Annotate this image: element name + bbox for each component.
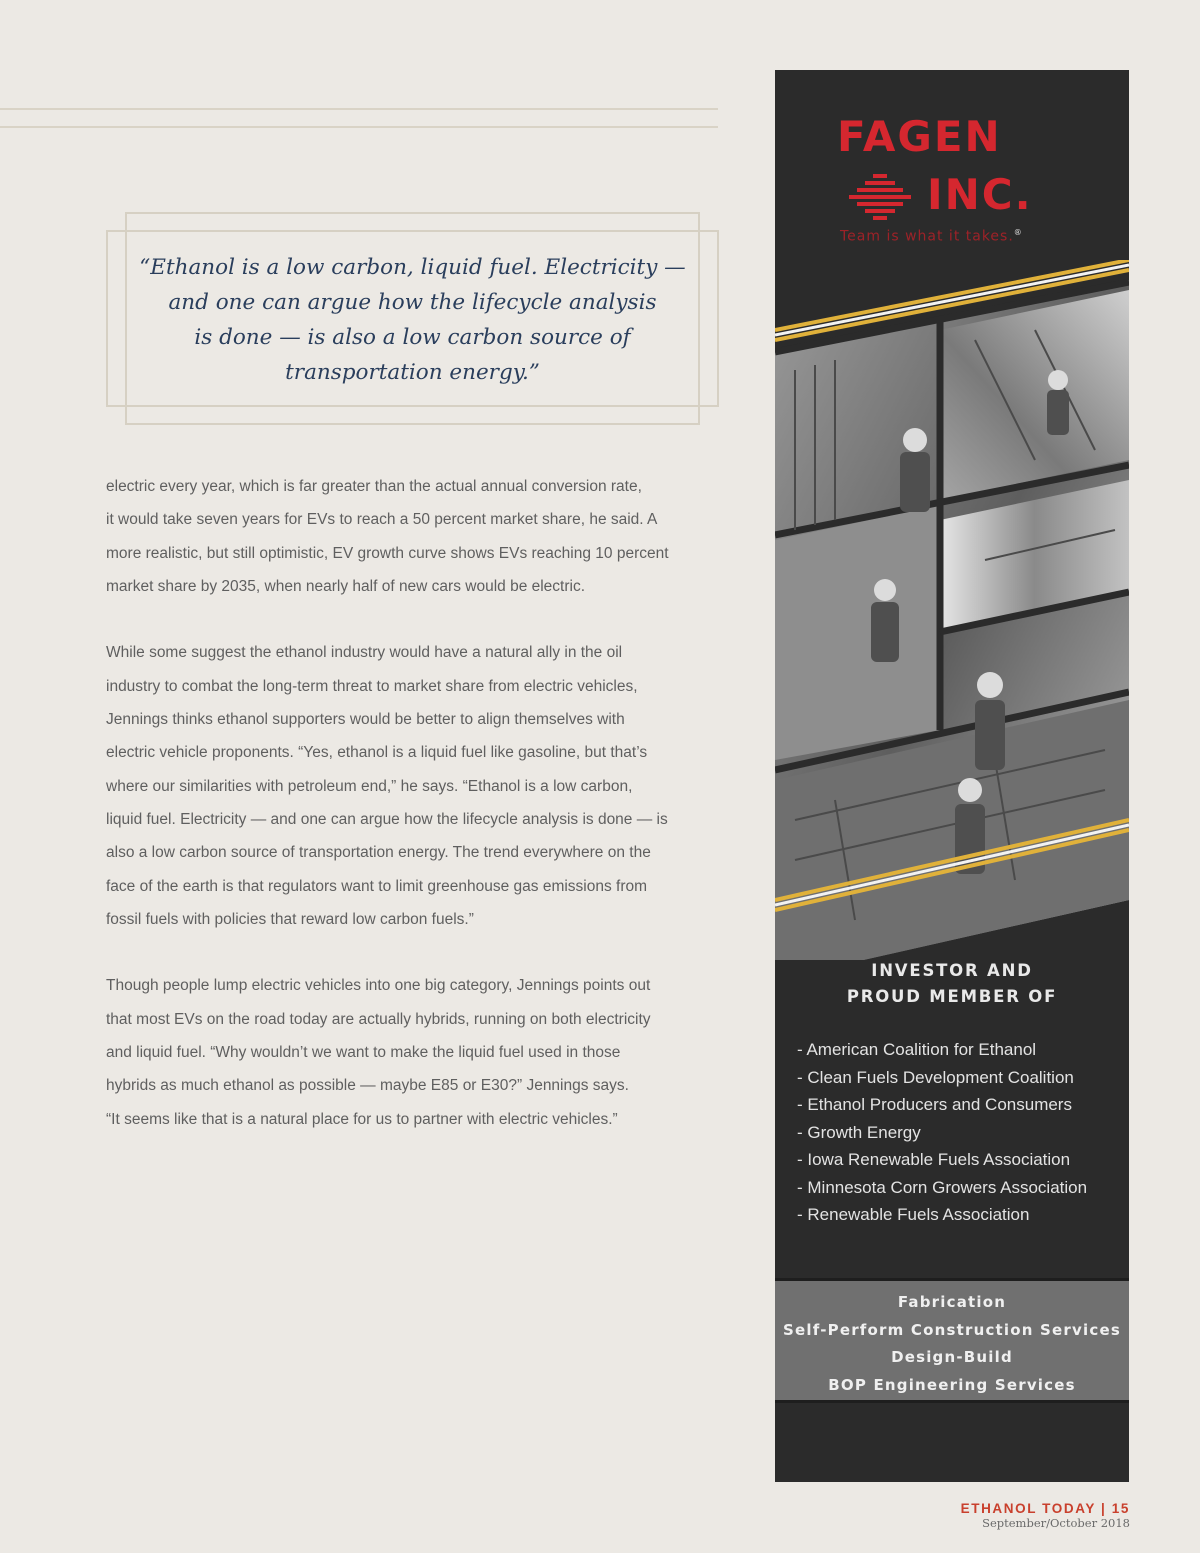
text-line: also a low carbon source of transportation energy. The trend everywhere on the (106, 844, 651, 862)
article-body (106, 470, 726, 1169)
text-line: electric vehicle proponents. “Yes, ethanol is a liquid fuel like gasoline, but that’s (106, 744, 648, 762)
service-item: Fabrication (897, 1293, 1007, 1311)
ad-heading-line: INVESTOR AND (871, 961, 1033, 980)
text-line: that most EVs on the road today are actually hybrids, running on both electricity (106, 1010, 651, 1028)
list-item: - Minnesota Corn Growers Association (797, 1177, 1088, 1197)
top-rule (0, 126, 718, 128)
text-line: and liquid fuel. “Why wouldn’t we want to make the liquid fuel used in those (106, 1044, 621, 1062)
membership-list (797, 1036, 1087, 1229)
logo-wordmark: FAGEN (837, 112, 1002, 161)
construction-photo-collage (775, 260, 1129, 960)
service-item: Design-Build (891, 1348, 1013, 1366)
pull-quote-line: “Ethanol is a low carbon, liquid fuel. Electricity — (139, 255, 686, 280)
pull-quote-line: transportation energy.” (285, 360, 540, 385)
text-line: hybrids as much ethanol as possible — maybe E85 or E30?” Jennings says. (106, 1077, 629, 1095)
ad-tagline: Team is what it takes.® (840, 228, 1023, 245)
text-line: fossil fuels with policies that reward low carbon fuels.” (106, 910, 474, 928)
pull-quote-line: is done — is also a low carbon source of (194, 325, 631, 350)
service-item: Self-Perform Construction Services (783, 1320, 1121, 1339)
list-item: - Clean Fuels Development Coalition (797, 1067, 1074, 1087)
text-line: While some suggest the ethanol industry would have a natural ally in the oil (106, 644, 623, 662)
magazine-folio: ETHANOL TODAY | 15 (960, 1501, 1130, 1516)
text-line: it would take seven years for EVs to reach a 50 percent market share, he said. A (106, 511, 658, 529)
fagen-logo (775, 110, 1129, 260)
pull-quote (135, 250, 690, 390)
list-item: - Iowa Renewable Fuels Association (797, 1150, 1071, 1169)
list-item: - Ethanol Producers and Consumers (797, 1095, 1072, 1114)
page-footer (961, 1501, 1130, 1530)
text-line: electric every year, which is far greater than the actual annual conversion rate, (106, 478, 642, 495)
list-item: - Growth Energy (797, 1122, 921, 1142)
text-line: “It seems like that is a natural place for us to partner with electric vehicles.” (106, 1110, 618, 1128)
ad-heading-line: PROUD MEMBER OF (846, 987, 1058, 1006)
list-item: - Renewable Fuels Association (797, 1205, 1030, 1224)
ad-heading (775, 958, 1129, 1010)
text-line: liquid fuel. Electricity — and one can argue how the lifecycle analysis is done — is (106, 810, 668, 828)
services-panel (775, 1278, 1129, 1403)
fagen-diamond-icon (845, 172, 915, 224)
issue-date: September/October 2018 (982, 1516, 1130, 1530)
top-rule (0, 108, 718, 110)
text-line: industry to combat the long-term threat to market share from electric vehicles, (106, 677, 638, 695)
fagen-advertisement[interactable] (775, 70, 1129, 1482)
text-line: where our similarities with petroleum end,” he says. “Ethanol is a low carbon, (106, 777, 633, 795)
paragraph (106, 470, 726, 603)
service-item: BOP Engineering Services (828, 1375, 1076, 1394)
pull-quote-line: and one can argue how the lifecycle analysis (168, 290, 657, 315)
text-line: face of the earth is that regulators want to limit greenhouse gas emissions from (106, 877, 648, 895)
text-line: more realistic, but still optimistic, EV growth curve shows EVs reaching 10 percent (106, 544, 669, 562)
text-line: Jennings thinks ethanol supporters would be better to align themselves with (106, 711, 625, 729)
paragraph (106, 636, 726, 936)
list-item: - American Coalition for Ethanol (797, 1040, 1037, 1059)
text-line: market share by 2035, when nearly half of new cars would be electric. (106, 577, 586, 595)
text-line: Though people lump electric vehicles into one big category, Jennings points out (106, 977, 651, 995)
logo-wordmark: INC. (927, 170, 1033, 219)
paragraph (106, 969, 726, 1135)
